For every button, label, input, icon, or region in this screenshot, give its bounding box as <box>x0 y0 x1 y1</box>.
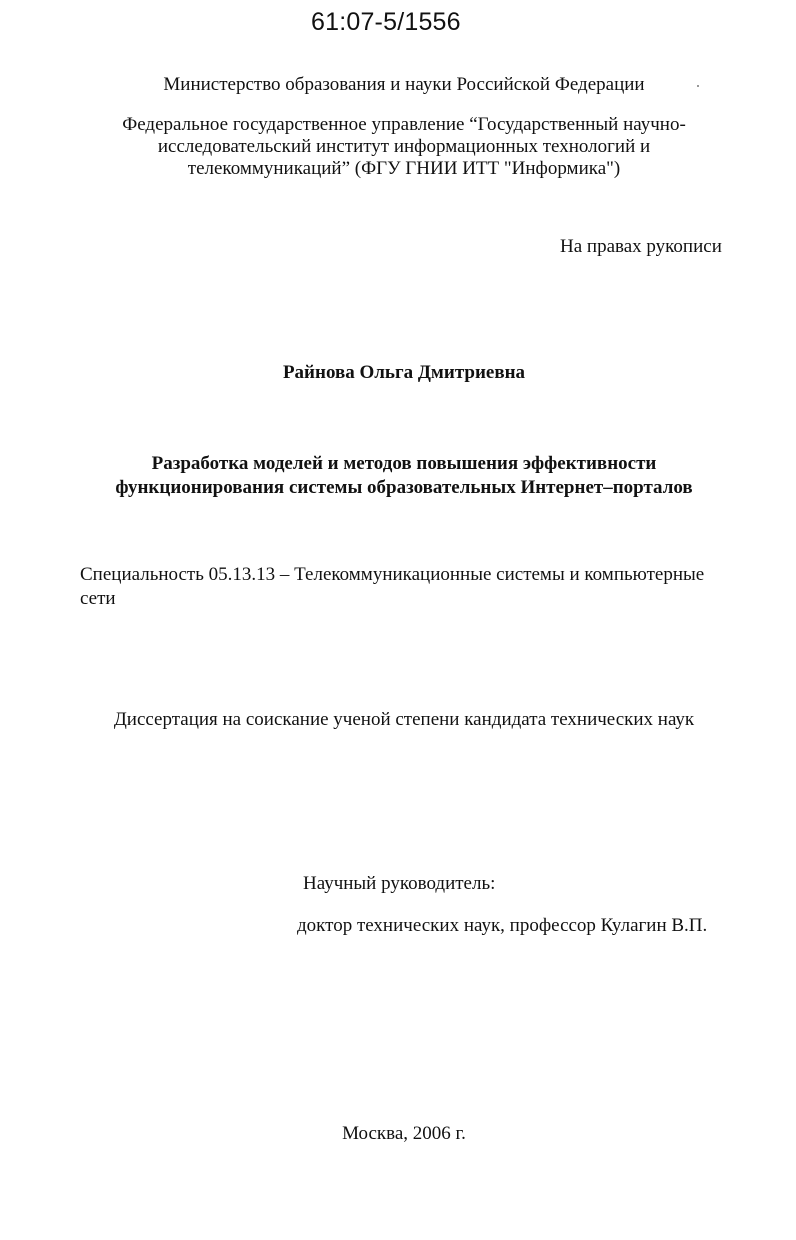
organization-block <box>0 114 796 180</box>
title-line-2: функционирования системы образовательных Интернет–порталов <box>115 477 693 498</box>
specialty-line-1: Специальность 05.13.13 – Телекоммуникационные системы и компьютерные <box>80 564 705 585</box>
city-year: Москва, 2006 г. <box>342 1123 466 1144</box>
specialty-line-2: сети <box>80 588 116 609</box>
author-name: Райнова Ольга Дмитриевна <box>282 362 526 383</box>
registration-number: 61:07-5/1556 <box>311 8 461 36</box>
ministry-heading: Министерство образования и науки Российской Федерации <box>163 74 645 95</box>
organization-line-3: телекоммуникаций” (ФГУ ГНИИ ИТТ "Информика") <box>187 158 621 179</box>
scan-speck <box>697 85 699 87</box>
dissertation-degree: Диссертация на соискание ученой степени кандидата технических наук <box>113 709 695 730</box>
title-line-1: Разработка моделей и методов повышения эффективности <box>151 453 657 474</box>
organization-line-1: Федеральное государственное управление “Государственный научно- <box>122 114 686 135</box>
specialty-block <box>80 563 740 611</box>
dissertation-title <box>0 452 796 500</box>
supervisor-label: Научный руководитель: <box>303 873 496 894</box>
supervisor-name: доктор технических наук, профессор Кулагин В.П. <box>297 915 708 936</box>
organization-line-2: исследовательский институт информационных технологий и <box>157 136 651 157</box>
manuscript-rights: На правах рукописи <box>560 236 722 257</box>
